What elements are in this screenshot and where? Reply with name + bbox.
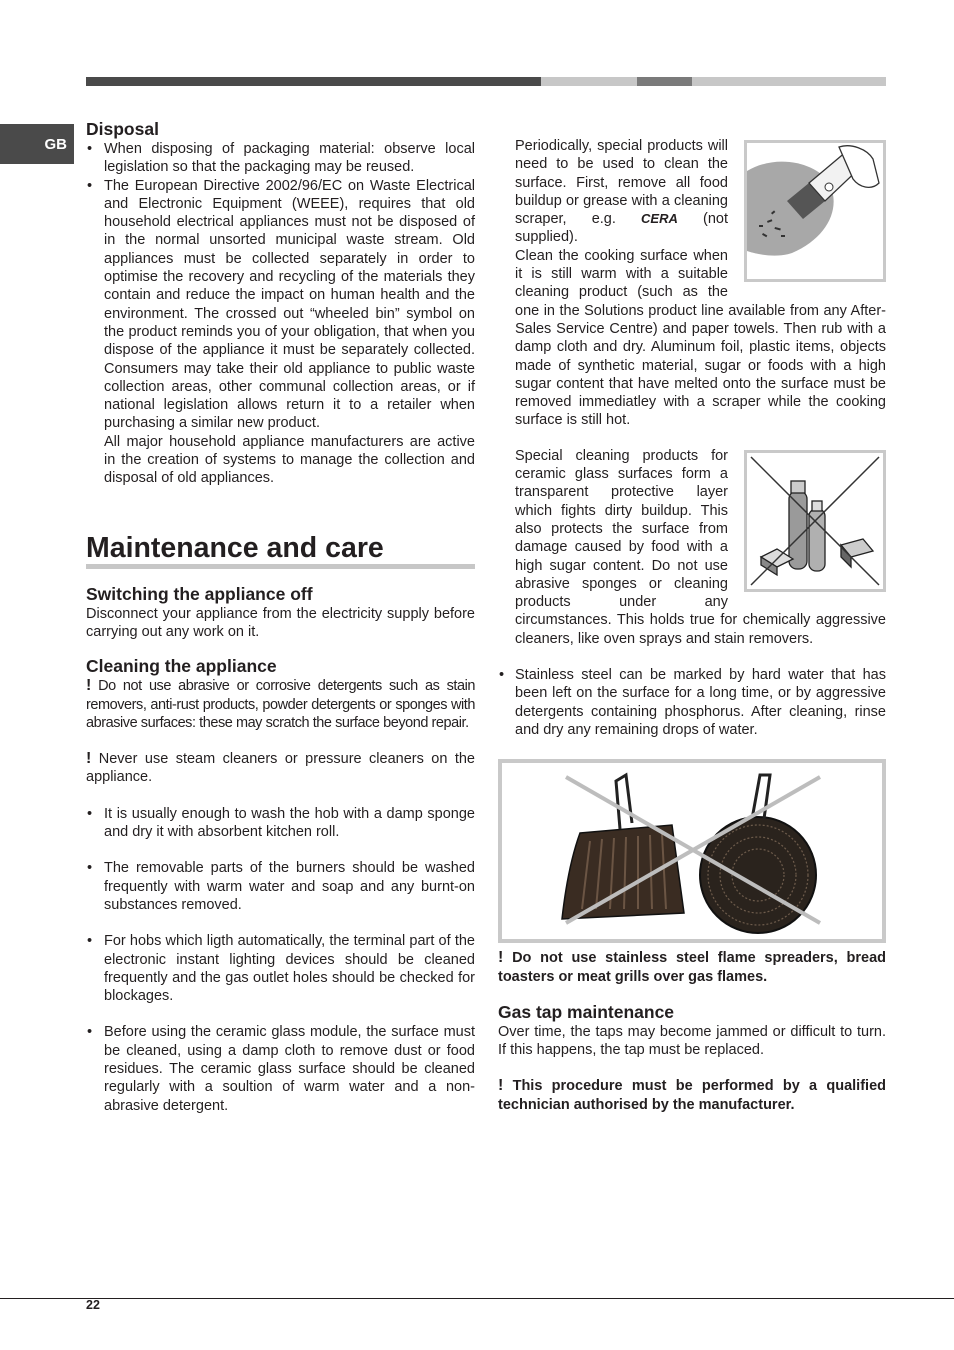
- list-item: • The removable parts of the burners should be washed frequently with warm water and soap and any burnt-on substances removed.: [86, 859, 475, 914]
- header-bar-mid: [637, 77, 692, 86]
- no-abrasives-illustration: [744, 450, 886, 592]
- cleaning-paragraph: Clean the cooking surface when it is still warm with a suitable cleaning product (such as the one in the Solutions product line available from any After-Sales Service Centre) and paper towels. Then rub with a damp cloth and dry. Aluminum foil, plastic items, objects made of synthetic material, sugar or foods with a high sugar content that have melted onto the surface must be removed immediatley with a scraper while the cooking surface is still hot.: [515, 247, 886, 429]
- scraper-section: [498, 137, 886, 648]
- cleaning-heading: Cleaning the appliance: [86, 656, 277, 677]
- header-bar-light: [541, 77, 637, 86]
- warning-flame-spreaders: [498, 949, 886, 986]
- header-bar-dark: [86, 77, 541, 86]
- warning-text: Do not use stainless steel flame spreaders, bread toasters or meat grills over gas flames.: [498, 950, 886, 985]
- warning-text: This procedure must be performed by a qualified technician authorised by the manufacturer.: [498, 1078, 886, 1113]
- disposal-paragraph: All major household appliance manufacturers are active in the creation of systems to manage the collection and disposal of old appliances.: [104, 433, 475, 487]
- switch-off-heading: Switching the appliance off: [86, 583, 313, 604]
- section-title: Maintenance and care: [86, 532, 475, 569]
- list-item: • It is usually enough to wash the hob with a damp sponge and dry it with absorbent kitchen roll.: [86, 805, 475, 842]
- warning-text: Never use steam cleaners or pressure cleaners on the appliance.: [86, 751, 475, 786]
- header-bar-light-2: [692, 77, 886, 86]
- cera-logo: CERA: [641, 211, 678, 227]
- warning-abrasive: [86, 677, 475, 732]
- right-column: [498, 137, 886, 1114]
- warning-mark: !: [86, 750, 92, 768]
- warning-mark: !: [498, 949, 504, 967]
- gas-tap-text: Over time, the taps may become jammed or difficult to turn. If this happens, the tap must be replaced.: [498, 1023, 886, 1059]
- page-number: 22: [86, 1298, 100, 1312]
- list-item: • The European Directive 2002/96/EC on Waste Electrical and Electronic Equipment (WEEE), requires that old household electrical appliances must not be disposed of in the normal unsorted municipal waste stream. Old appliances must be collected separately in order to optimise the recovery and recycling of the materials they contain and reduce the impact on human health and the environment. The crossed out “wheeled bin” symbol on the product reminds you of your obligation, that when you dispose of the appliance it must be separately collected. Consumers may take their old appliance to public waste collection areas, other communal collection areas, or if national legislation allows return it to a retailer when purchasing a similar new product.: [86, 177, 475, 433]
- disposal-list: [86, 140, 475, 433]
- scraper-illustration: [744, 140, 886, 282]
- language-tab: [0, 124, 74, 164]
- no-grills-illustration: [498, 759, 886, 943]
- scraper-text-end: (not supplied).: [515, 211, 728, 246]
- warning-steam: [86, 750, 475, 787]
- scraper-text: Periodically, special products will need to be used to clean the surface. First, remove all food buildup or grease with a cleaning scraper, e.g.: [515, 138, 728, 228]
- language-tab-label: GB: [44, 135, 67, 153]
- warning-mark: !: [86, 677, 91, 695]
- left-column: [86, 119, 475, 1115]
- gas-tap-heading: Gas tap maintenance: [498, 1001, 675, 1022]
- list-item: • Before using the ceramic glass module, the surface must be cleaned, using a damp cloth to remove dust or food residues. The ceramic glass surface should be cleaned regularly with a soultion of warm water and a non-abrasive detergent.: [86, 1023, 475, 1114]
- disposal-heading: Disposal: [86, 119, 159, 139]
- header-bar: [86, 77, 886, 86]
- switch-off-text: Disconnect your appliance from the electricity supply before carrying out any work on it.: [86, 605, 475, 640]
- list-item: • Stainless steel can be marked by hard water that has been left on the surface for a long time, or by aggressive detergents containing phosphorus. After cleaning, rinse and dry any remaining drops of water.: [498, 666, 886, 739]
- list-item: • When disposing of packaging material: observe local legislation so that the packaging may be reused.: [86, 140, 475, 177]
- protective-paragraph: Special cleaning products for ceramic glass surfaces form a transparent protective layer which fights dirty buildup. This also protects the surface from damage caused by food with a high sugar content. Do not use abrasive sponges or cleaning products under any circumstances. This holds true for chemically aggressive cleaners, like oven sprays and stain removers.: [515, 447, 886, 647]
- cleaning-list: [86, 805, 475, 1115]
- list-item: • For hobs which ligth automatically, the terminal part of the electronic instant lighting devices should be cleaned frequently and the gas outlet holes should be checked for blockages.: [86, 932, 475, 1005]
- stainless-list: [498, 666, 886, 739]
- warning-text: Do not use abrasive or corrosive detergents such as stain removers, anti-rust products, powder detergents or sponges with abrasive surfaces: these may scratch the surface beyond repair.: [86, 678, 475, 731]
- footer-rule: [0, 1298, 954, 1299]
- warning-mark: !: [498, 1077, 504, 1095]
- warning-qualified-technician: [498, 1077, 886, 1114]
